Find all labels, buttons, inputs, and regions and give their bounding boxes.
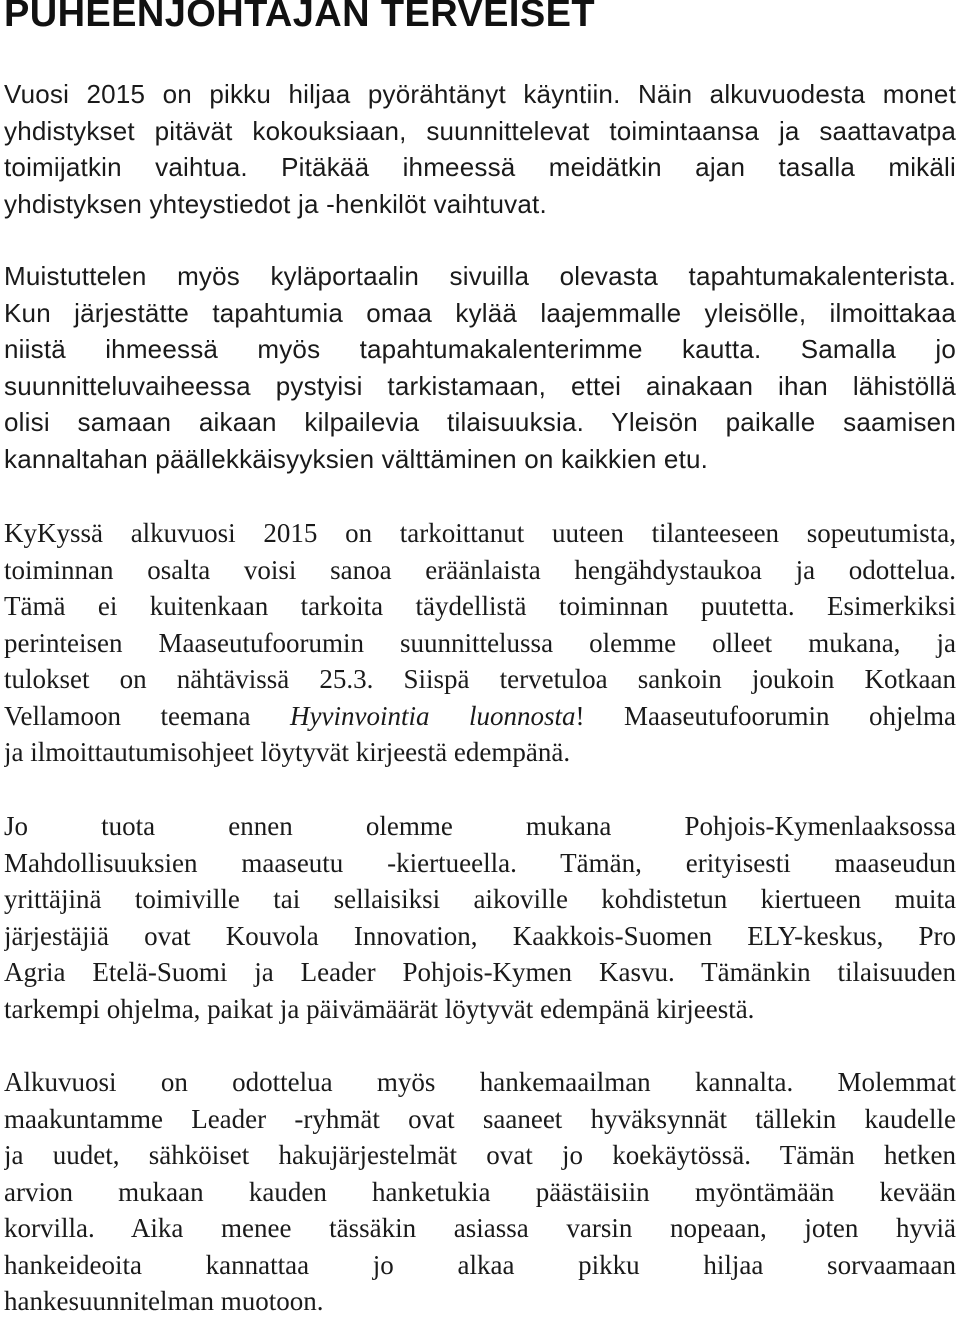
text-fragment: ! Maaseutufoorumin ohjelma <box>575 700 956 731</box>
text-line: ja ilmoittautumisohjeet löytyvät kirjeestä edempänä. <box>4 737 571 767</box>
paragraph-maaseutufoorumi <box>4 515 956 771</box>
text-line: KyKyssä alkuvuosi 2015 on tarkoittanut uuteen tilanteeseen sopeutumista, <box>4 518 956 548</box>
page-title: PUHEENJOHTAJAN TERVEISET <box>4 0 595 35</box>
paragraph-event-calendar <box>4 258 956 477</box>
text-line: suunnitteluvaiheessa pystyisi tarkistamaan, ettei ainakaan ihan lähistöllä <box>4 370 956 401</box>
paragraph-intro <box>4 76 956 222</box>
text-line: Agria Etelä-Suomi ja Leader Pohjois-Kymen Kasvu. Tämänkin tilaisuuden <box>4 957 956 987</box>
text-line: Muistuttelen myös kyläportaalin sivuilla olevasta tapahtumakalenterista. <box>4 261 956 291</box>
paragraph-hankemaailma <box>4 1064 956 1320</box>
text-line: arvion mukaan kauden hanketukia päästäisiin myöntämään kevään <box>4 1176 956 1207</box>
text-line: tarkempi ohjelma, paikat ja päivämäärät löytyvät edempänä kirjeestä. <box>4 993 755 1024</box>
text-line: Kun järjestätte tapahtumia omaa kylää laajemmalle yleisölle, ilmoittakaa <box>4 297 956 328</box>
event-theme-italic: Hyvinvointia luonnosta <box>290 700 576 731</box>
text-line: Tämä ei kuitenkaan tarkoita täydellistä toiminnan puutetta. Esimerkiksi <box>4 591 956 621</box>
text-line: Vuosi 2015 on pikku hiljaa pyörähtänyt käyntiin. Näin alkuvuodesta monet <box>4 79 956 109</box>
text-line: maakuntamme Leader -ryhmät ovat saaneet hyväksynnät tällekin kaudelle <box>4 1103 956 1134</box>
text-line: olisi samaan aikaan kilpailevia tilaisuuksia. Yleisön paikalle saamisen <box>4 407 956 437</box>
text-line: Jo tuota ennen olemme mukana Pohjois-Kymenlaaksossa <box>4 811 956 841</box>
text-line <box>4 698 956 735</box>
text-fragment: Vellamoon teemana <box>4 700 290 731</box>
text-line: yhdistykset pitävät kokouksiaan, suunnittelevat toimintaansa ja saattavatpa <box>4 115 956 146</box>
text-line: toimijatkin vaihtua. Pitäkää ihmeessä meidätkin ajan tasalla mikäli <box>4 152 956 182</box>
text-line: toiminnan osalta voisi sanoa eräänlaista hengähdystaukoa ja odottelua. <box>4 554 956 585</box>
text-line: yrittäjinä toimiville tai sellaisiksi aikoville kohdistetun kiertueen muita <box>4 884 956 914</box>
text-line: korvilla. Aika menee tässäkin asiassa varsin nopeaan, joten hyviä <box>4 1213 956 1243</box>
text-line: järjestäjiä ovat Kouvola Innovation, Kaakkois-Suomen ELY-keskus, Pro <box>4 920 956 951</box>
text-line: Alkuvuosi on odottelua myös hankemaailman kannalta. Molemmat <box>4 1067 956 1097</box>
text-line: kannaltahan päällekkäisyyksien välttäminen on kaikkien etu. <box>4 443 709 474</box>
paragraph-kiertue <box>4 808 956 1027</box>
text-line: yhdistyksen yhteystiedot ja -henkilöt vaihtuvat. <box>4 188 547 219</box>
text-line: perinteisen Maaseutufoorumin suunnittelussa olemme olleet mukana, ja <box>4 627 956 658</box>
text-line: ja uudet, sähköiset hakujärjestelmät ovat jo koekäytössä. Tämän hetken <box>4 1140 956 1170</box>
text-line: tulokset on nähtävissä 25.3. Siispä tervetuloa sankoin joukoin Kotkaan <box>4 664 956 694</box>
text-line: Mahdollisuuksien maaseutu -kiertueella. Tämän, erityisesti maaseudun <box>4 847 956 878</box>
text-line: hankesuunnitelman muotoon. <box>4 1286 324 1316</box>
text-line: hankeideoita kannattaa jo alkaa pikku hiljaa sorvaamaan <box>4 1249 956 1280</box>
text-line: niistä ihmeessä myös tapahtumakalenterimme kautta. Samalla jo <box>4 334 956 364</box>
